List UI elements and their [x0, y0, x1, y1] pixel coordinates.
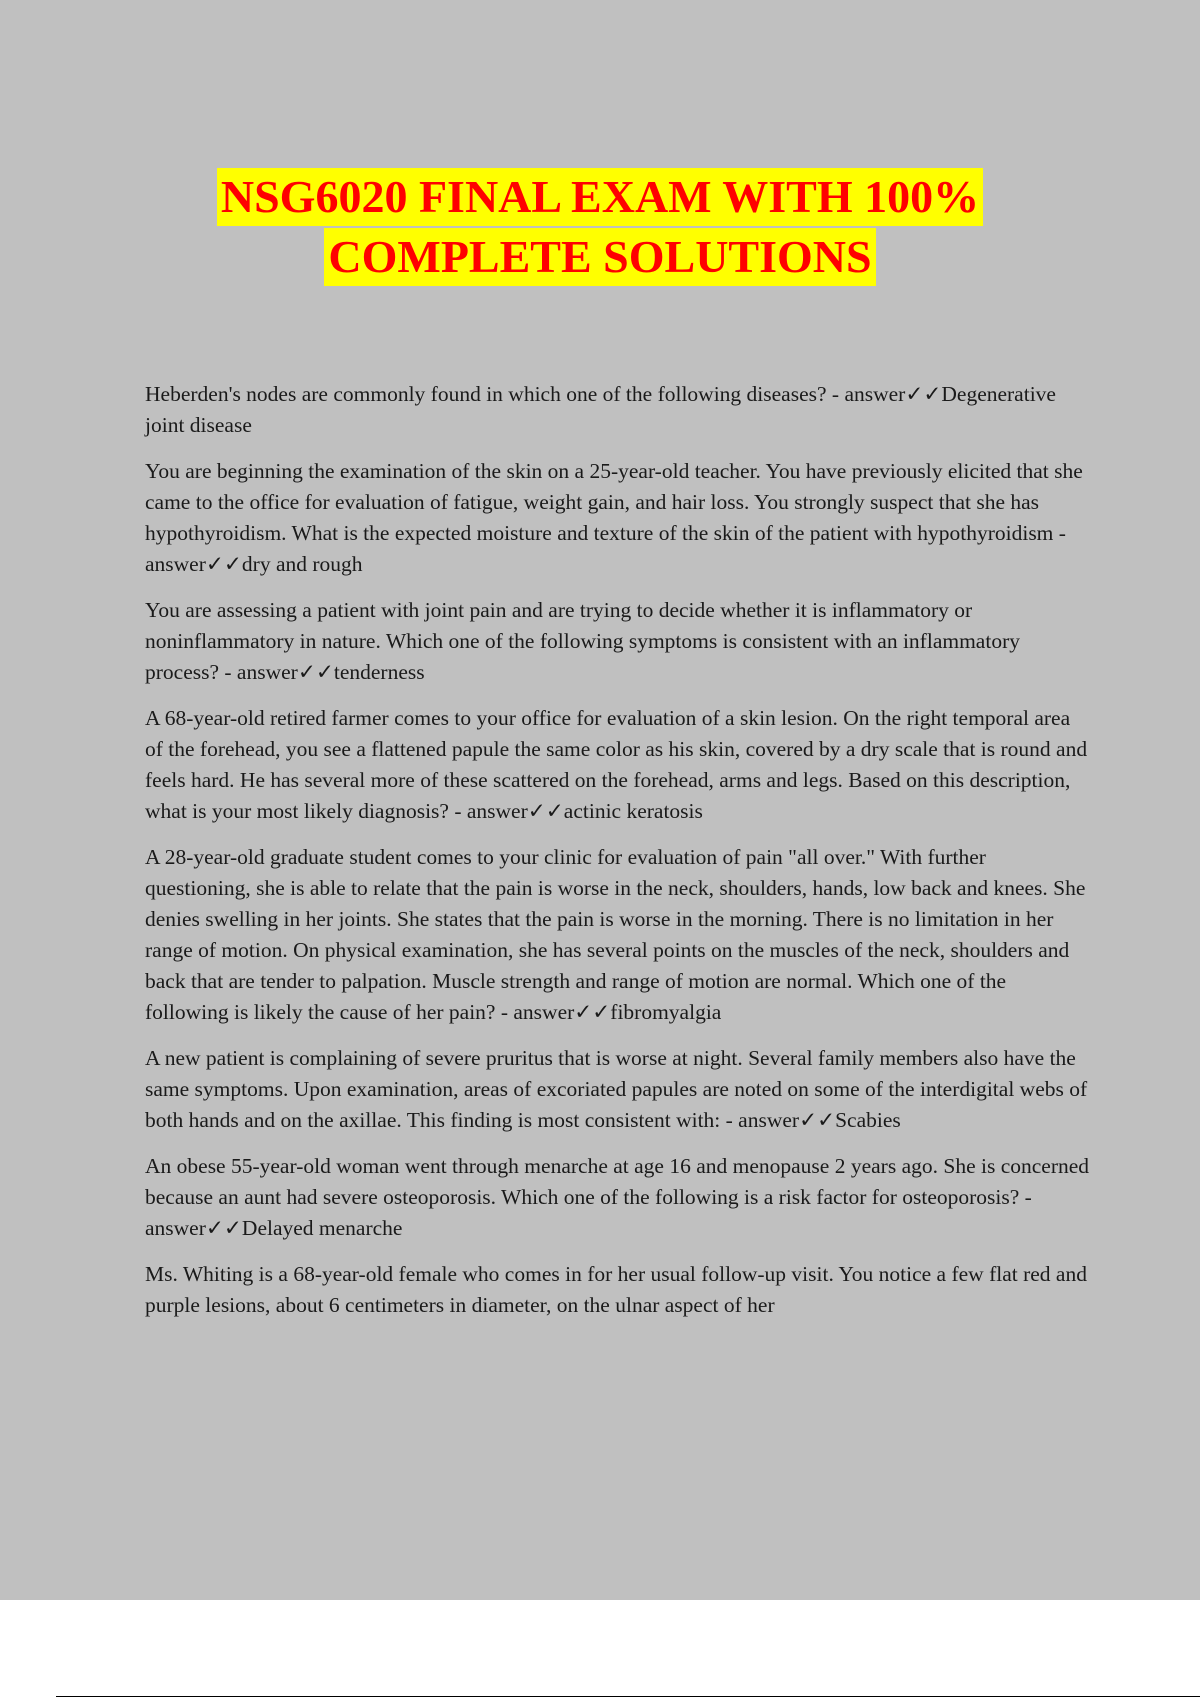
page-divider: [56, 1696, 1200, 1697]
question-item: Ms. Whiting is a 68-year-old female who comes in for her usual follow-up visit. You notice a few flat red and purple lesions, about 6 centimeters in diameter, on the ulnar aspect of her: [145, 1262, 1087, 1317]
question-item: Heberden's nodes are commonly found in which one of the following diseases? - answer✓✓Degenerative joint disease: [145, 382, 1056, 437]
question-item: An obese 55-year-old woman went through menarche at age 16 and menopause 2 years ago. She is concerned because an aunt had severe osteoporosis. Which one of the following is a risk factor for osteoporosis? - answer✓✓Delayed menarche: [145, 1154, 1090, 1240]
question-item: A new patient is complaining of severe pruritus that is worse at night. Several family members also have the same symptoms. Upon examination, areas of excoriated papules are noted on some of the interdigital webs of both hands and on the axillae. This finding is most consistent with: - answer✓✓Scabies: [145, 1046, 1088, 1132]
question-list: [145, 379, 1090, 1336]
title-line-2: COMPLETE SOLUTIONS: [324, 228, 875, 286]
title-line-1: NSG6020 FINAL EXAM WITH 100%: [217, 168, 983, 226]
question-item: A 68-year-old retired farmer comes to your office for evaluation of a skin lesion. On the right temporal area of the forehead, you see a flattened papule the same color as his skin, covered by a dry scale that is round and feels hard. He has several more of these scattered on the forehead, arms and legs. Based on this description, what is your most likely diagnosis? - answer✓✓actinic keratosis: [145, 706, 1088, 823]
question-item: You are beginning the examination of the skin on a 25-year-old teacher. You have previously elicited that she came to the office for evaluation of fatigue, weight gain, and hair loss. You strongly suspect that she has hypothyroidism. What is the expected moisture and texture of the skin of the patient with hypothyroidism - answer✓✓dry and rough: [145, 459, 1083, 576]
question-item: A 28-year-old graduate student comes to your clinic for evaluation of pain "all over." With further questioning, she is able to relate that the pain is worse in the neck, shoulders, hands, low back and knees. She denies swelling in her joints. She states that the pain is worse in the morning. There is no limitation in her range of motion. On physical examination, she has several points on the muscles of the neck, shoulders and back that are tender to palpation. Muscle strength and range of motion are normal. Which one of the following is likely the cause of her pain? - answer✓✓fibromyalgia: [145, 845, 1086, 1024]
page-title: [0, 168, 1200, 288]
question-item: You are assessing a patient with joint pain and are trying to decide whether it is inflammatory or noninflammatory in nature. Which one of the following symptoms is consistent with an inflammatory process? - answer✓✓tenderness: [145, 598, 1020, 684]
